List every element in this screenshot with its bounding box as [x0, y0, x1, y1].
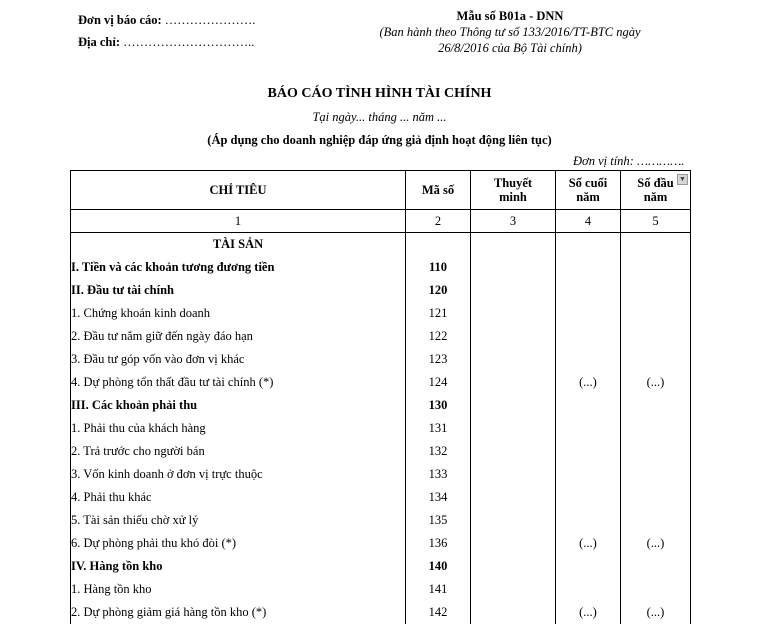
- issued-note-line-1: (Ban hành theo Thông tư số 133/2016/TT-BTC ngày: [379, 25, 641, 39]
- row-label: 5. Tài sản thiếu chờ xử lý: [71, 509, 406, 532]
- row-beginning-of-year: (...): [621, 371, 691, 394]
- table-row: [71, 417, 691, 440]
- row-beginning-of-year: (...): [621, 532, 691, 555]
- row-code: 124: [406, 371, 471, 394]
- table-header-row: [71, 171, 691, 210]
- row-label: 4. Dự phòng tổn thất đầu tư tài chính (*): [71, 371, 406, 394]
- row-label: 3. Đầu tư góp vốn vào đơn vị khác: [71, 348, 406, 371]
- row-code: 120: [406, 279, 471, 302]
- form-number: Mẫu số B01a - DNN: [456, 9, 564, 23]
- row-note: [471, 463, 556, 486]
- table-row: [71, 256, 691, 279]
- row-end-of-year: [556, 486, 621, 509]
- row-beginning-of-year: [621, 440, 691, 463]
- row-code: 110: [406, 256, 471, 279]
- row-code: 140: [406, 555, 471, 578]
- row-end-of-year: [556, 325, 621, 348]
- currency-unit: Đơn vị tính: ………….: [573, 154, 685, 168]
- table-row: [71, 440, 691, 463]
- row-beginning-of-year: [621, 348, 691, 371]
- reporting-unit-label: Đơn vị báo cáo:: [78, 13, 162, 27]
- row-label: I. Tiền và các khoản tương đương tiền: [71, 256, 406, 279]
- header-note: Thuyết minh: [471, 171, 556, 210]
- row-end-of-year: [556, 509, 621, 532]
- row-note: [471, 509, 556, 532]
- row-label: 2. Đầu tư nắm giữ đến ngày đáo hạn: [71, 325, 406, 348]
- row-beginning-of-year: [621, 555, 691, 578]
- reporting-entity-block: [78, 9, 255, 53]
- row-code: 134: [406, 486, 471, 509]
- row-label: 1. Phải thu của khách hàng: [71, 417, 406, 440]
- header-beginning-of-year: Số đầu năm ▼: [621, 171, 691, 210]
- row-end-of-year: [556, 578, 621, 601]
- header-indicator: CHỈ TIÊU: [71, 171, 406, 210]
- row-label: III. Các khoản phải thu: [71, 394, 406, 417]
- row-code: 136: [406, 532, 471, 555]
- row-note: [471, 371, 556, 394]
- row-label: 3. Vốn kinh doanh ở đơn vị trực thuộc: [71, 463, 406, 486]
- row-note: [471, 532, 556, 555]
- table-row: [71, 463, 691, 486]
- report-date-line: Tại ngày... tháng ... năm ...: [312, 110, 447, 124]
- row-label: 2. Dự phòng giảm giá hàng tồn kho (*): [71, 601, 406, 624]
- row-beginning-of-year: [621, 509, 691, 532]
- row-note: [471, 394, 556, 417]
- row-code: 131: [406, 417, 471, 440]
- row-end-of-year: [556, 463, 621, 486]
- row-note: [471, 555, 556, 578]
- address-line: [78, 31, 255, 53]
- section-row-assets: [71, 233, 691, 257]
- row-note: [471, 601, 556, 624]
- column-number: 2: [406, 210, 471, 233]
- table-row: [71, 532, 691, 555]
- row-note: [471, 325, 556, 348]
- row-beginning-of-year: [621, 279, 691, 302]
- row-end-of-year: [556, 302, 621, 325]
- reporting-unit-value: ………………….: [164, 13, 256, 27]
- row-note: [471, 256, 556, 279]
- filter-dropdown-icon[interactable]: ▼: [677, 174, 688, 185]
- row-end-of-year: [556, 279, 621, 302]
- row-code: 122: [406, 325, 471, 348]
- row-code: 135: [406, 509, 471, 532]
- table-row: [71, 509, 691, 532]
- row-beginning-of-year: [621, 302, 691, 325]
- row-end-of-year: [556, 348, 621, 371]
- table-row: [71, 302, 691, 325]
- column-number: 5: [621, 210, 691, 233]
- row-end-of-year: (...): [556, 371, 621, 394]
- header-end-of-year: Số cuối năm: [556, 171, 621, 210]
- row-end-of-year: [556, 394, 621, 417]
- row-beginning-of-year: [621, 256, 691, 279]
- reporting-unit-line: [78, 9, 255, 31]
- row-end-of-year: (...): [556, 601, 621, 624]
- report-scope-line: (Áp dụng cho doanh nghiệp đáp ứng giả định hoạt động liên tục): [207, 133, 552, 147]
- table-row: [71, 578, 691, 601]
- section-title: TÀI SẢN: [71, 233, 406, 257]
- row-beginning-of-year: [621, 486, 691, 509]
- row-code: 132: [406, 440, 471, 463]
- table-row: [71, 348, 691, 371]
- row-note: [471, 486, 556, 509]
- table-row: [71, 555, 691, 578]
- row-code: 130: [406, 394, 471, 417]
- row-end-of-year: [556, 555, 621, 578]
- row-note: [471, 417, 556, 440]
- row-beginning-of-year: (...): [621, 601, 691, 624]
- row-note: [471, 578, 556, 601]
- row-label: IV. Hàng tồn kho: [71, 555, 406, 578]
- row-beginning-of-year: [621, 417, 691, 440]
- address-value: …………………………..: [123, 35, 255, 49]
- row-label: 1. Chứng khoán kinh doanh: [71, 302, 406, 325]
- table-row: [71, 486, 691, 509]
- row-end-of-year: (...): [556, 532, 621, 555]
- column-number: 1: [71, 210, 406, 233]
- row-code: 141: [406, 578, 471, 601]
- row-end-of-year: [556, 256, 621, 279]
- row-note: [471, 348, 556, 371]
- table-row: [71, 394, 691, 417]
- row-end-of-year: [556, 440, 621, 463]
- address-label: Địa chỉ:: [78, 35, 121, 49]
- row-beginning-of-year: [621, 325, 691, 348]
- column-number: 4: [556, 210, 621, 233]
- table-row: [71, 279, 691, 302]
- row-note: [471, 279, 556, 302]
- financial-position-table: [70, 170, 691, 624]
- row-label: 4. Phải thu khác: [71, 486, 406, 509]
- row-end-of-year: [556, 417, 621, 440]
- row-beginning-of-year: [621, 463, 691, 486]
- column-number: 3: [471, 210, 556, 233]
- header-code: Mã số: [406, 171, 471, 210]
- row-note: [471, 302, 556, 325]
- row-note: [471, 440, 556, 463]
- column-number-row: [71, 210, 691, 233]
- row-label: 6. Dự phòng phải thu khó đòi (*): [71, 532, 406, 555]
- table-row: [71, 325, 691, 348]
- row-beginning-of-year: [621, 394, 691, 417]
- row-label: 1. Hàng tồn kho: [71, 578, 406, 601]
- row-code: 133: [406, 463, 471, 486]
- table-row: [71, 371, 691, 394]
- row-label: II. Đầu tư tài chính: [71, 279, 406, 302]
- row-code: 121: [406, 302, 471, 325]
- row-code: 123: [406, 348, 471, 371]
- form-info-block: [345, 8, 675, 56]
- row-label: 2. Trả trước cho người bán: [71, 440, 406, 463]
- report-title: BÁO CÁO TÌNH HÌNH TÀI CHÍNH: [267, 86, 492, 101]
- row-beginning-of-year: [621, 578, 691, 601]
- table-row: [71, 601, 691, 624]
- issued-note-line-2: 26/8/2016 của Bộ Tài chính): [438, 41, 582, 55]
- row-code: 142: [406, 601, 471, 624]
